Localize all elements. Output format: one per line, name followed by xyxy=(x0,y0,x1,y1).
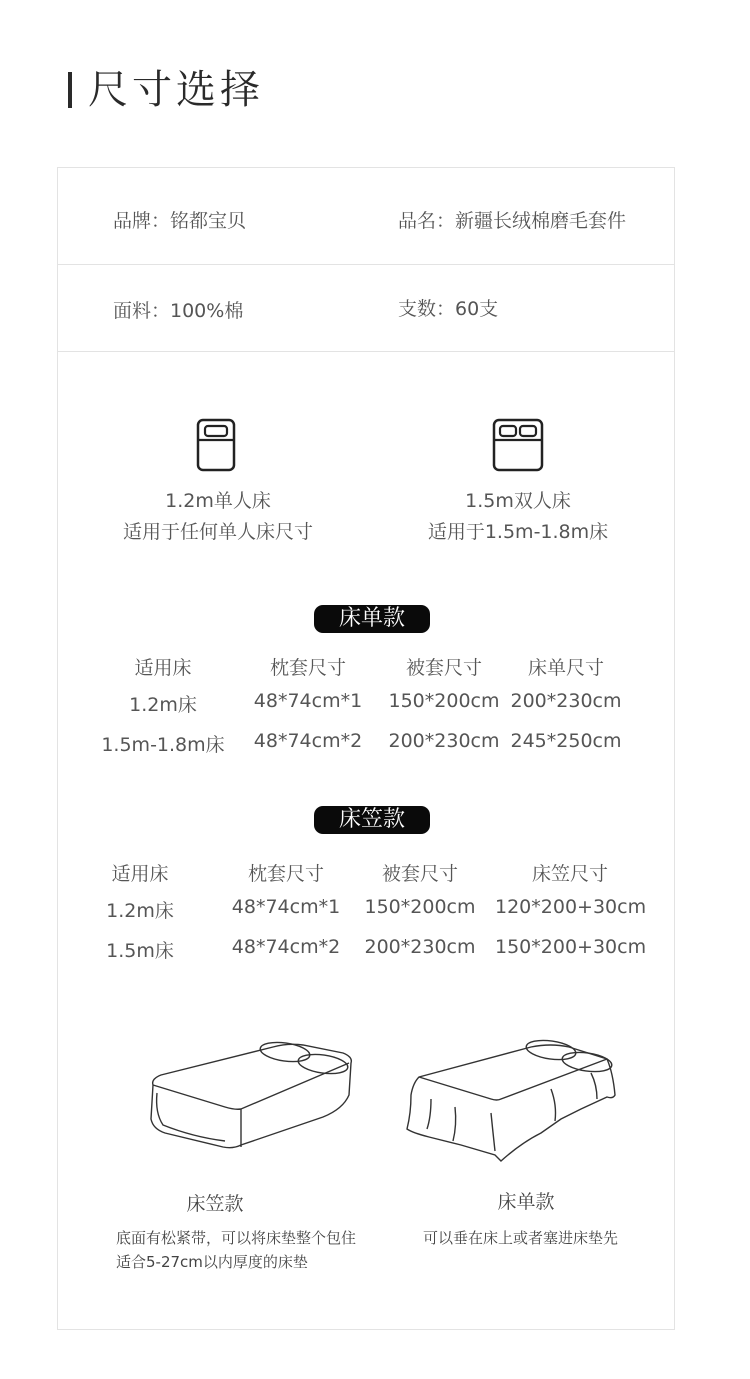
single-bed-size: 1.2m单人床 xyxy=(165,490,271,512)
double-bed-icon xyxy=(492,418,544,472)
fitted-desc-line: 适合5-27cm以内厚度的床垫 xyxy=(116,1253,308,1271)
table-cell: 48*74cm*1 xyxy=(253,690,363,712)
table-header: 枕套尺寸 xyxy=(269,657,346,679)
table-header: 床单尺寸 xyxy=(527,657,604,679)
info-row-fabric xyxy=(58,264,674,352)
size-card xyxy=(57,167,675,1330)
table-cell: 150*200cm xyxy=(388,690,500,712)
flat-sheet-illustration xyxy=(401,1033,621,1168)
fitted-illustration-title: 床笠款 xyxy=(186,1193,244,1215)
table-cell: 200*230cm xyxy=(510,690,622,712)
table-cell: 1.2m床 xyxy=(129,694,197,716)
table-cell: 48*74cm*2 xyxy=(253,730,363,752)
table-cell: 245*250cm xyxy=(510,730,622,752)
thread-count-text: 支数：60支 xyxy=(398,298,499,320)
fitted-illustration-desc xyxy=(116,1226,356,1274)
fitted-desc-line: 底面有松紧带，可以将床垫整个包住 xyxy=(116,1229,357,1247)
table-header: 被套尺寸 xyxy=(405,657,482,679)
double-bed-caption xyxy=(368,486,668,548)
table-cell: 48*74cm*2 xyxy=(231,936,341,958)
info-row-brand xyxy=(58,168,674,265)
fabric-text: 面料：100%棉 xyxy=(113,300,244,322)
single-bed-icon xyxy=(196,418,236,472)
table-cell: 120*200+30cm xyxy=(495,896,647,918)
sheet-illustration-desc: 可以垂在床上或者塞进床垫先 xyxy=(423,1229,619,1247)
brand-text: 品牌：铭都宝贝 xyxy=(113,210,247,232)
table-cell: 150*200cm xyxy=(364,896,476,918)
fitted-sheet-illustration xyxy=(143,1033,363,1158)
table-header: 适用床 xyxy=(134,657,192,679)
table-cell: 1.2m床 xyxy=(106,900,174,922)
table-header: 床笠尺寸 xyxy=(531,863,608,885)
table-cell: 200*230cm xyxy=(364,936,476,958)
single-bed-note: 适用于任何单人床尺寸 xyxy=(122,521,313,543)
table-header: 被套尺寸 xyxy=(381,863,458,885)
table-cell: 1.5m-1.8m床 xyxy=(101,734,225,756)
double-bed-size: 1.5m双人床 xyxy=(465,490,571,512)
table-cell: 200*230cm xyxy=(388,730,500,752)
table-cell: 150*200+30cm xyxy=(495,936,647,958)
single-bed-caption xyxy=(68,486,368,548)
page-title: 尺寸选择 xyxy=(88,67,264,113)
title-accent-bar xyxy=(68,72,72,108)
table-header: 枕套尺寸 xyxy=(247,863,324,885)
double-bed-note: 适用于1.5m-1.8m床 xyxy=(427,521,609,543)
table-cell: 1.5m床 xyxy=(106,940,174,962)
sheet-illustration-title: 床单款 xyxy=(497,1191,555,1213)
table-cell: 48*74cm*1 xyxy=(231,896,341,918)
fitted-style-badge: 床笠款 xyxy=(314,806,430,834)
table-header: 适用床 xyxy=(111,863,169,885)
sheet-style-badge: 床单款 xyxy=(314,605,430,633)
product-name-text: 品名：新疆长绒棉磨毛套件 xyxy=(398,210,627,232)
